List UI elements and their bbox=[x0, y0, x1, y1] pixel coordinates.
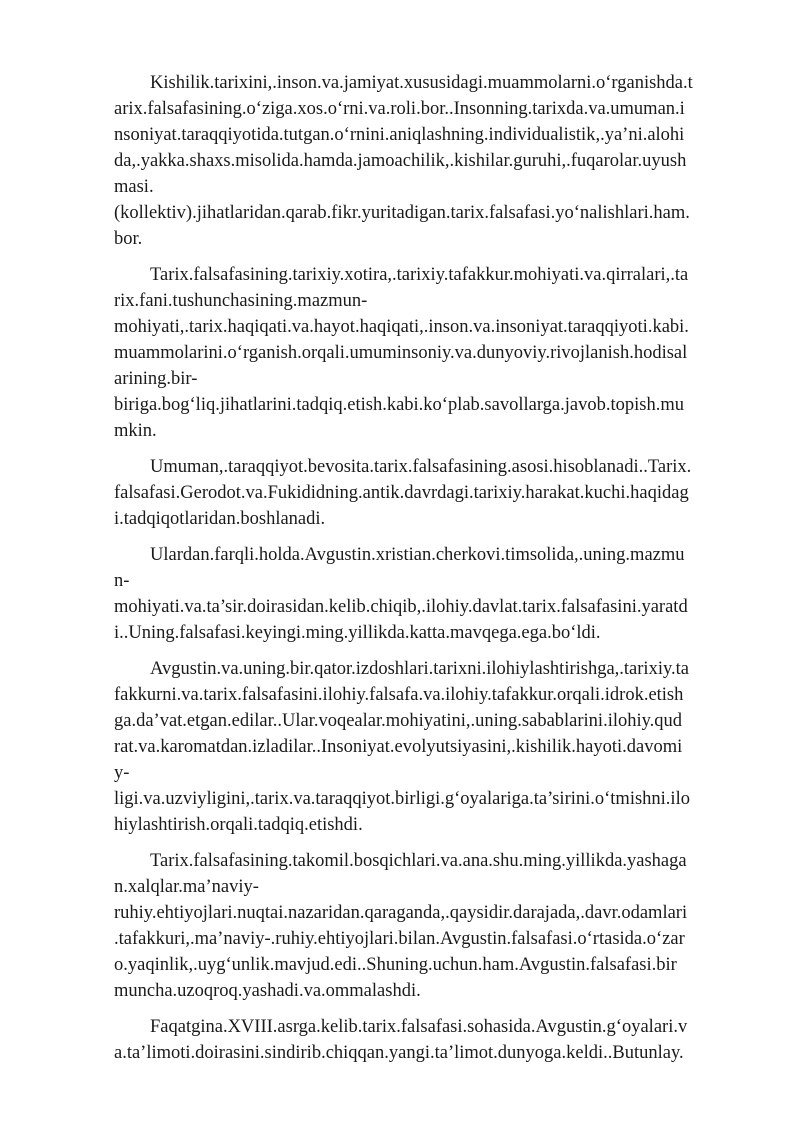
text-line: Tarix.falsafasining.tarixiy.xotira,.tarixiy.tafakkur.mohiyati.va.qirralari,.ta bbox=[150, 265, 689, 285]
text-line: nsoniyat.taraqqiyotida.tutgan.o‘rnini.aniqlashning.individualistik,.ya’ni.alohi bbox=[114, 125, 685, 145]
text-line: masi. bbox=[114, 177, 154, 197]
paragraph-4 bbox=[114, 542, 744, 646]
paragraph-1 bbox=[114, 70, 744, 252]
text-line: ligi.va.uzviyligini,.tarix.va.taraqqiyot.birligi.g‘oyalariga.ta’sirini.o‘tmishni.ilo bbox=[114, 789, 690, 809]
text-line: arining.bir- bbox=[114, 369, 198, 389]
text-line: rix.fani.tushunchasining.mazmun- bbox=[114, 291, 368, 311]
text-line: muncha.uzoqroq.yashadi.va.ommalashdi. bbox=[114, 981, 421, 1001]
text-line: .tafakkuri,.ma’naviy-.ruhiy.ehtiyojlari.bilan.Avgustin.falsafasi.o‘rtasida.o‘zar bbox=[114, 929, 685, 949]
text-line: ruhiy.ehtiyojlari.nuqtai.nazaridan.qaraganda,.qaysidir.darajada,.davr.odamlari bbox=[114, 903, 688, 923]
text-line: o.yaqinlik,.uyg‘unlik.mavjud.edi..Shuning.uchun.ham.Avgustin.falsafasi.bir bbox=[114, 955, 677, 975]
text-line: mohiyati.va.ta’sir.doirasidan.kelib.chiqib,.ilohiy.davlat.tarix.falsafasini.yaratd bbox=[114, 597, 688, 617]
text-line: ga.da’vat.etgan.edilar..Ular.voqealar.mohiyatini,.uning.sabablarini.ilohiy.qud bbox=[114, 711, 683, 731]
text-line: hiylashtirish.orqali.tadqiq.etishdi. bbox=[114, 815, 363, 835]
text-line: (kollektiv).jihatlaridan.qarab.fikr.yuritadigan.tarix.falsafasi.yo‘nalishlari.ham. bbox=[114, 203, 690, 223]
paragraph-3 bbox=[114, 454, 744, 532]
text-line: da,.yakka.shaxs.misolida.hamda.jamoachilik,.kishilar.guruhi,.fuqarolar.uyush bbox=[114, 151, 687, 171]
text-line: falsafasi.Gerodot.va.Fukididning.antik.davrdagi.tarixiy.harakat.kuchi.haqidag bbox=[114, 483, 689, 503]
text-line: fakkurni.va.tarix.falsafasini.ilohiy.falsafa.va.ilohiy.tafakkur.orqali.idrok.etish bbox=[114, 685, 684, 705]
text-line: mohiyati,.tarix.haqiqati.va.hayot.haqiqati,.inson.va.insoniyat.taraqqiyoti.kabi. bbox=[114, 317, 689, 337]
text-line: Tarix.falsafasining.takomil.bosqichlari.va.ana.shu.ming.yillikda.yashaga bbox=[150, 851, 687, 871]
text-line: n.xalqlar.ma’naviy- bbox=[114, 877, 259, 897]
text-line: i..Uning.falsafasi.keyingi.ming.yillikda.katta.mavqega.ega.bo‘ldi. bbox=[114, 623, 601, 643]
text-line: i.tadqiqotlaridan.boshlanadi. bbox=[114, 509, 326, 529]
text-line: y- bbox=[114, 763, 130, 783]
text-line: Umuman,.taraqqiyot.bevosita.tarix.falsafasining.asosi.hisoblanadi..Tarix. bbox=[150, 457, 692, 477]
paragraph-7 bbox=[114, 1014, 744, 1066]
text-line: n- bbox=[114, 571, 130, 591]
text-line: mkin. bbox=[114, 421, 157, 441]
paragraph-2 bbox=[114, 262, 744, 444]
text-line: arix.falsafasining.o‘ziga.xos.o‘rni.va.roli.bor..Insonning.tarixda.va.umuman.i bbox=[114, 99, 685, 119]
text-line: muammolarini.o‘rganish.orqali.umuminsoniy.va.dunyoviy.rivojlanish.hodisal bbox=[114, 343, 688, 363]
document-page bbox=[114, 70, 744, 1076]
text-line: Ulardan.farqli.holda.Avgustin.xristian.cherkovi.timsolida,.uning.mazmu bbox=[150, 545, 685, 565]
text-line: Avgustin.va.uning.bir.qator.izdoshlari.tarixni.ilohiylashtirishga,.tarixiy.ta bbox=[150, 659, 689, 679]
text-line: Kishilik.tarixini,.inson.va.jamiyat.xususidagi.muammolarni.o‘rganishda.t bbox=[150, 73, 693, 93]
paragraph-6 bbox=[114, 848, 744, 1004]
text-line: biriga.bog‘liq.jihatlarini.tadqiq.etish.kabi.ko‘plab.savollarga.javob.topish.mu bbox=[114, 395, 684, 415]
paragraph-5 bbox=[114, 656, 744, 838]
text-line: bor. bbox=[114, 229, 143, 249]
text-line: Faqatgina.XVIII.asrga.kelib.tarix.falsafasi.sohasida.Avgustin.g‘oyalari.v bbox=[150, 1017, 688, 1037]
text-line: rat.va.karomatdan.izladilar..Insoniyat.evolyutsiyasini,.kishilik.hayoti.davomi bbox=[114, 737, 683, 757]
text-line: a.ta’limoti.doirasini.sindirib.chiqqan.yangi.ta’limot.dunyoga.keldi..Butunlay. bbox=[114, 1043, 684, 1063]
